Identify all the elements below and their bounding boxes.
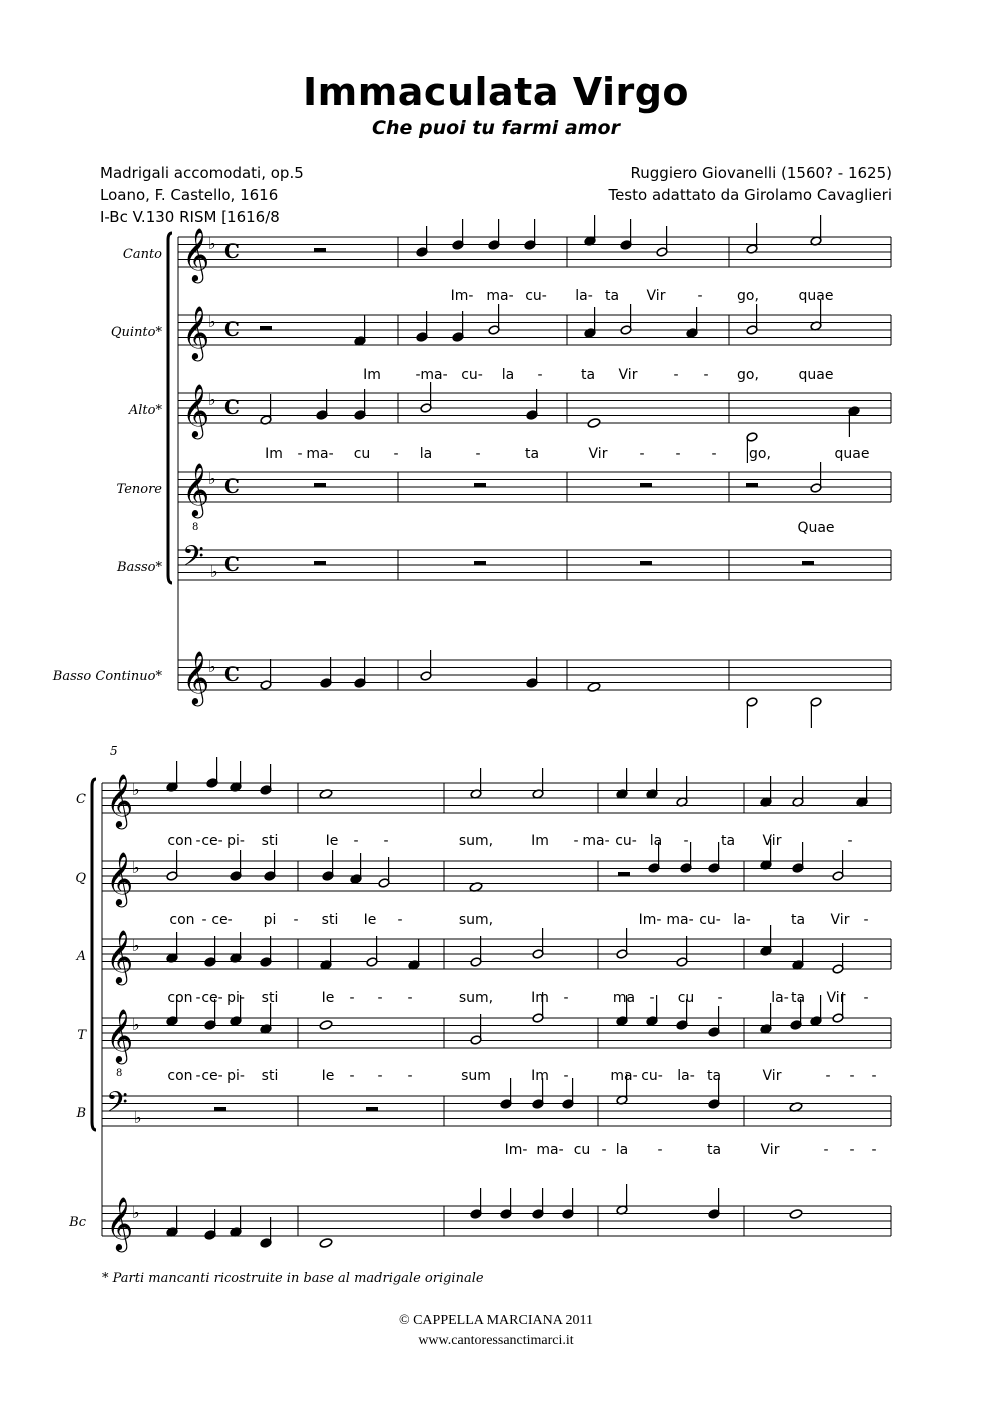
octave-mark: 8 <box>192 522 199 533</box>
lyric-canto-syllable: ma- <box>486 288 514 304</box>
lyric-t-syllable: sum <box>461 1068 491 1084</box>
note <box>587 682 601 693</box>
lyric-alto-syllable: - <box>393 446 399 462</box>
lyric-q-syllable: la- <box>733 912 751 928</box>
octave-mark: 8 <box>116 1068 123 1079</box>
lyric-c-syllable: - <box>353 833 359 849</box>
system-bracket <box>92 779 96 1130</box>
lyric-canto-syllable: la- <box>575 288 593 304</box>
lyric-canto-syllable: Im- <box>450 288 474 304</box>
rest <box>314 561 326 565</box>
lyric-a-syllable: ta <box>790 990 806 1006</box>
lyric-a-syllable: Vir <box>826 990 846 1006</box>
rest <box>746 483 758 487</box>
lyric-a-syllable: Im <box>531 990 549 1006</box>
lyric-q-syllable: ce- <box>211 912 233 928</box>
lyric-q-syllable: Vir <box>830 912 850 928</box>
voice-label-basso: Basso* <box>117 560 162 575</box>
treble-clef-icon: 𝄞 <box>182 462 210 516</box>
lyric-t-syllable: cu- <box>641 1068 663 1084</box>
lyric-canto-syllable: cu- <box>525 288 547 304</box>
source-line-1: Madrigali accomodati, op.5 <box>100 164 304 182</box>
lyric-a-syllable: la- <box>771 990 789 1006</box>
lyric-b-syllable: - <box>601 1142 607 1158</box>
lyric-q-syllable: con <box>169 912 195 928</box>
lyric-t-syllable: - <box>377 1068 383 1084</box>
lyric-t-syllable: Vir <box>762 1068 782 1084</box>
flat-icon: ♭ <box>208 657 216 676</box>
lyric-c-syllable: ce- <box>201 833 223 849</box>
lyric-a-syllable: Ie <box>321 990 335 1006</box>
system-bracket <box>168 233 172 583</box>
lyric-b-syllable: cu <box>573 1142 591 1158</box>
copyright-block <box>0 1311 992 1351</box>
flat-icon: ♭ <box>132 936 140 955</box>
lyric-q-syllable: ma- <box>666 912 694 928</box>
voice-label-a: A <box>76 949 86 964</box>
voice-label-canto: Canto <box>122 247 162 262</box>
lyric-alto-syllable: ma- <box>306 446 334 462</box>
lyric-t-syllable: - <box>849 1068 855 1084</box>
flat-icon: ♭ <box>132 1015 140 1034</box>
lyric-a-syllable: - <box>349 990 355 1006</box>
lyric-c-syllable: - <box>683 833 689 849</box>
lyric-c-syllable: Ie <box>325 833 339 849</box>
lyric-c-syllable: ta <box>720 833 736 849</box>
lyric-b-syllable: Vir <box>760 1142 780 1158</box>
lyric-t-syllable: la- <box>677 1068 695 1084</box>
lyric-alto-syllable: - <box>675 446 681 462</box>
lyric-quinto-syllable: ma- <box>420 367 448 383</box>
treble-clef-icon: 𝄞 <box>182 305 210 359</box>
lyric-q-syllable: pi <box>263 912 277 928</box>
flat-icon: ♭ <box>132 858 140 877</box>
lyric-alto-syllable: ta <box>524 446 540 462</box>
lyric-t-syllable: ma- <box>610 1068 638 1084</box>
lyric-a-syllable: ce- <box>201 990 223 1006</box>
score-subtitle: Che puoi tu farmi amor <box>372 117 620 139</box>
lyric-a-syllable: - <box>407 990 413 1006</box>
lyric-t-syllable: - <box>195 1068 201 1084</box>
treble-clef-icon: 𝄞 <box>182 383 210 437</box>
lyric-alto-syllable: Vir <box>588 446 608 462</box>
note <box>789 1209 803 1220</box>
lyric-b-syllable: ma- <box>536 1142 564 1158</box>
lyric-t-syllable: - <box>407 1068 413 1084</box>
flat-icon: ♭ <box>134 1108 142 1127</box>
treble-clef-icon: 𝄞 <box>106 851 134 905</box>
lyric-alto-syllable: - <box>475 446 481 462</box>
lyric-c-syllable: - <box>383 833 389 849</box>
flat-icon: ♭ <box>208 390 216 409</box>
lyric-b-syllable: - <box>871 1142 877 1158</box>
lyric-quinto-syllable: ta <box>580 367 596 383</box>
composer-line: Ruggiero Giovanelli (1560? - 1625) <box>630 164 892 182</box>
rest <box>214 1107 226 1111</box>
lyric-quinto-syllable: - <box>537 367 543 383</box>
lyric-t-syllable: - <box>349 1068 355 1084</box>
common-time-icon: C <box>224 474 240 498</box>
lyric-t-syllable: pi- <box>227 1068 245 1084</box>
website-text: www.cantoressanctimarci.it <box>418 1333 574 1348</box>
lyric-a-syllable: - <box>195 990 201 1006</box>
voice-label-q: Q <box>75 871 86 886</box>
rest <box>260 326 272 330</box>
lyric-t-syllable: sti <box>261 1068 279 1084</box>
lyric-c-syllable: Vir <box>762 833 782 849</box>
lyric-b-syllable: - <box>657 1142 663 1158</box>
lyric-quinto-syllable: quae <box>798 367 834 383</box>
lyric-quinto-syllable: Im <box>363 367 381 383</box>
voice-label-t: T <box>77 1028 86 1043</box>
lyric-b-syllable: Im- <box>504 1142 528 1158</box>
lyric-t-syllable: - <box>825 1068 831 1084</box>
common-time-icon: C <box>224 552 240 576</box>
lyric-a-syllable: ma <box>612 990 636 1006</box>
rest <box>618 872 630 876</box>
lyric-alto-syllable: - <box>711 446 717 462</box>
lyric-alto-syllable: quae <box>834 446 870 462</box>
lyric-alto-syllable: Im <box>265 446 283 462</box>
common-time-icon: C <box>224 317 240 341</box>
lyric-canto-syllable: Vir <box>646 288 666 304</box>
lyric-quinto-syllable: Vir <box>618 367 638 383</box>
lyric-quinto-syllable: go, <box>737 367 759 383</box>
voice-label-b: B <box>76 1106 86 1121</box>
lyric-tenore-syllable: Quae <box>797 520 835 536</box>
lyric-quinto-syllable: - <box>415 367 421 383</box>
lyric-q-syllable: - <box>201 912 207 928</box>
rest <box>474 561 486 565</box>
treble-clef-icon: 𝄞 <box>182 650 210 704</box>
rest <box>474 483 486 487</box>
lyric-c-syllable: la <box>649 833 663 849</box>
lyric-q-syllable: cu- <box>699 912 721 928</box>
lyric-a-syllable: - <box>863 990 869 1006</box>
lyric-a-syllable: sum, <box>458 990 494 1006</box>
lyric-quinto-syllable: - <box>703 367 709 383</box>
lyric-q-syllable: Ie <box>363 912 377 928</box>
copyright-text: © CAPPELLA MARCIANA 2011 <box>398 1313 594 1328</box>
lyric-alto-syllable: - <box>639 446 645 462</box>
lyric-a-syllable: pi- <box>227 990 245 1006</box>
treble-clef-icon: 𝄞 <box>106 1008 134 1062</box>
flat-icon: ♭ <box>132 780 140 799</box>
lyric-t-syllable: - <box>871 1068 877 1084</box>
voice-label-quinto: Quinto* <box>110 325 162 340</box>
lyric-a-syllable: cu <box>677 990 695 1006</box>
bass-clef-icon: 𝄢 <box>106 1086 128 1126</box>
text-author-line: Testo adattato da Girolamo Cavaglieri <box>608 186 892 204</box>
flat-icon: ♭ <box>208 234 216 253</box>
lyric-canto-syllable: ta <box>604 288 620 304</box>
lyric-a-syllable: - <box>649 990 655 1006</box>
footnote: * Parti mancanti ricostruite in base al madrigale originale <box>102 1271 484 1286</box>
lyric-quinto-syllable: la <box>501 367 515 383</box>
rest <box>802 561 814 565</box>
lyric-c-syllable: cu- <box>615 833 637 849</box>
rest <box>366 1107 378 1111</box>
rest <box>640 483 652 487</box>
lyric-b-syllable: - <box>849 1142 855 1158</box>
lyric-a-syllable: - <box>377 990 383 1006</box>
lyric-canto-syllable: go, <box>737 288 759 304</box>
lyric-t-syllable: Ie <box>321 1068 335 1084</box>
lyric-canto-syllable: - <box>697 288 703 304</box>
lyric-t-syllable: ta <box>706 1068 722 1084</box>
lyric-t-syllable: ce- <box>201 1068 223 1084</box>
flat-icon: ♭ <box>210 562 218 581</box>
score-title: Immaculata Virgo <box>302 70 690 114</box>
lyric-q-syllable: - <box>863 912 869 928</box>
lyric-t-syllable: con <box>167 1068 193 1084</box>
lyric-a-syllable: - <box>563 990 569 1006</box>
lyric-b-syllable: ta <box>706 1142 722 1158</box>
lyric-canto-syllable: quae <box>798 288 834 304</box>
voice-label-c: C <box>76 792 86 807</box>
voice-label-continuo: Basso Continuo* <box>52 669 162 684</box>
lyric-c-syllable: - <box>195 833 201 849</box>
voice-label-alto: Alto* <box>128 403 162 418</box>
common-time-icon: C <box>224 662 240 686</box>
lyric-c-syllable: - <box>847 833 853 849</box>
lyric-a-syllable: - <box>717 990 723 1006</box>
lyric-a-syllable: con <box>167 990 193 1006</box>
lyric-c-syllable: sti <box>261 833 279 849</box>
lyric-alto-syllable: go, <box>749 446 771 462</box>
lyric-alto-syllable: cu <box>353 446 371 462</box>
lyric-b-syllable: - <box>823 1142 829 1158</box>
note <box>587 418 601 429</box>
lyric-q-syllable: - <box>397 912 403 928</box>
lyric-q-syllable: sti <box>321 912 339 928</box>
source-line-2: Loano, F. Castello, 1616 <box>100 186 279 204</box>
common-time-icon: C <box>224 239 240 263</box>
flat-icon: ♭ <box>208 312 216 331</box>
lyric-c-syllable: Im <box>531 833 549 849</box>
rest <box>314 483 326 487</box>
treble-clef-icon: 𝄞 <box>106 773 134 827</box>
treble-clef-icon: 𝄞 <box>106 929 134 983</box>
lyric-q-syllable: sum, <box>458 912 494 928</box>
voice-label-bc: Bc <box>69 1215 86 1230</box>
lyric-alto-syllable: - <box>297 446 303 462</box>
common-time-icon: C <box>224 395 240 419</box>
flat-icon: ♭ <box>208 469 216 488</box>
lyric-alto-syllable: la <box>419 446 433 462</box>
source-line-3: I-Bc V.130 RISM [1616/8 <box>100 208 280 226</box>
lyric-b-syllable: la <box>615 1142 629 1158</box>
lyric-q-syllable: - <box>293 912 299 928</box>
lyric-c-syllable: pi- <box>227 833 245 849</box>
voice-label-tenore: Tenore <box>116 482 162 497</box>
lyric-t-syllable: - <box>563 1068 569 1084</box>
rest <box>314 248 326 252</box>
lyric-quinto-syllable: - <box>673 367 679 383</box>
rest <box>640 561 652 565</box>
lyric-c-syllable: - <box>573 833 579 849</box>
lyric-t-syllable: Im <box>531 1068 549 1084</box>
note <box>319 1238 333 1249</box>
treble-clef-icon: 𝄞 <box>106 1196 134 1250</box>
lyric-q-syllable: ta <box>790 912 806 928</box>
measure-number: 5 <box>110 744 118 758</box>
lyric-c-syllable: con <box>167 833 193 849</box>
lyric-q-syllable: Im- <box>638 912 662 928</box>
lyric-a-syllable: sti <box>261 990 279 1006</box>
lyric-c-syllable: ma- <box>582 833 610 849</box>
flat-icon: ♭ <box>132 1203 140 1222</box>
treble-clef-icon: 𝄞 <box>182 227 210 281</box>
lyric-c-syllable: sum, <box>458 833 494 849</box>
note <box>319 1020 333 1031</box>
lyric-quinto-syllable: cu- <box>461 367 483 383</box>
bass-clef-icon: 𝄢 <box>182 540 204 580</box>
